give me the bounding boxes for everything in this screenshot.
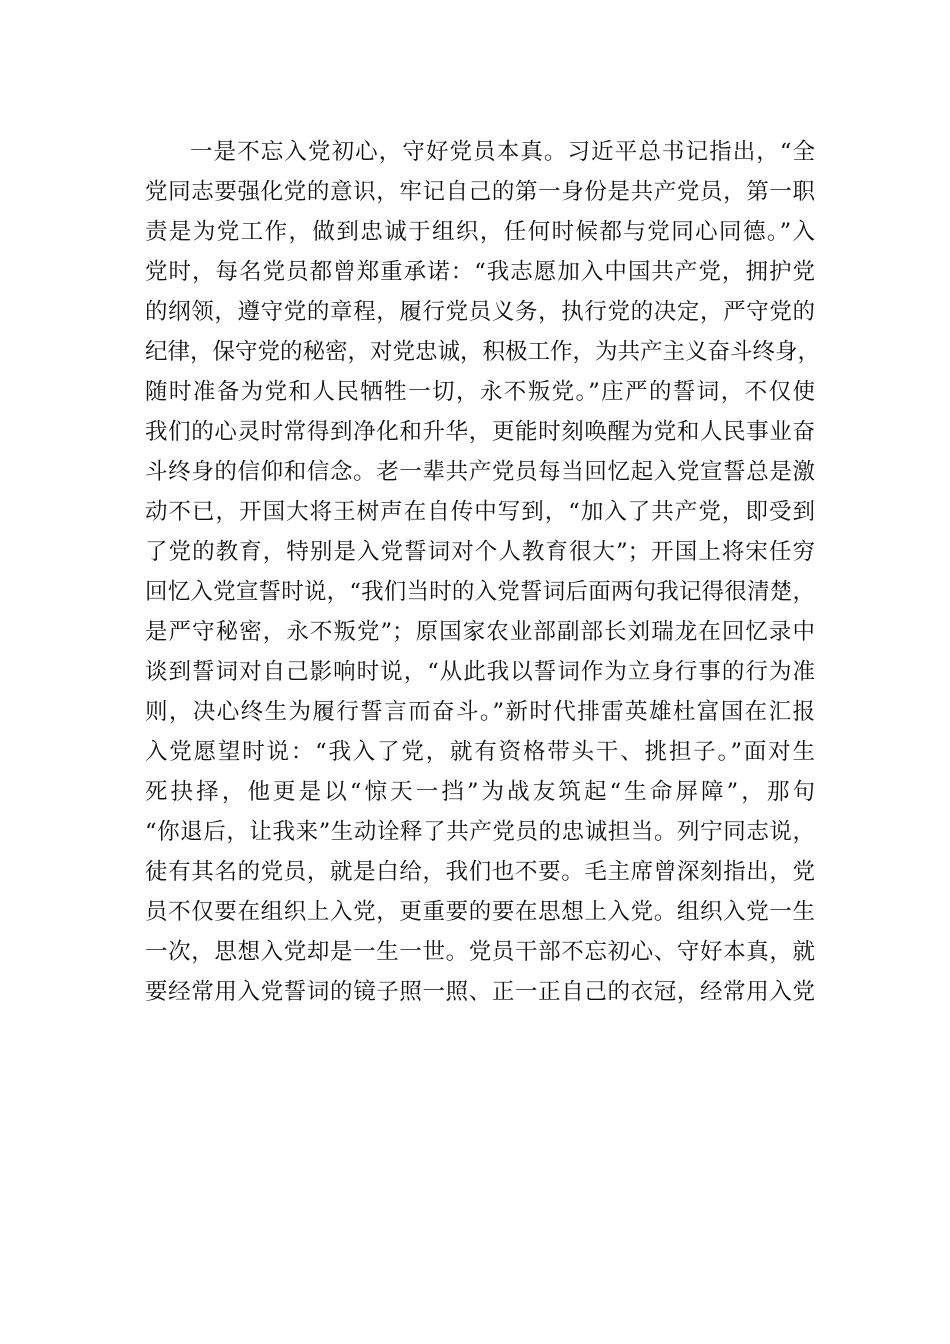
paragraph-line: 动不已，开国大将王树声在自传中写到，“加入了共产党，即受到 [145, 499, 815, 525]
paragraph-line: 了党的教育，特别是入党誓词对个人教育很大”；开国上将宋任穷 [145, 539, 815, 565]
paragraph-line: 随时准备为党和人民牺牲一切，永不叛党。”庄严的誓词，不仅使 [145, 379, 815, 405]
paragraph-line: 党时，每名党员都曾郑重承诺：“我志愿加入中国共产党，拥护党 [145, 259, 815, 285]
paragraph-line: 纪律，保守党的秘密，对党忠诚，积极工作，为共产主义奋斗终身， [145, 339, 821, 365]
paragraph-line: 则，决心终生为履行誓言而奋斗。”新时代排雷英雄杜富国在汇报 [145, 699, 815, 725]
paragraph-line: 徒有其名的党员，就是白给，我们也不要。毛主席曾深刻指出，党 [145, 859, 815, 885]
paragraph-line: 入党愿望时说：“我入了党，就有资格带头干、挑担子。”面对生 [145, 739, 815, 765]
paragraph-line: 要经常用入党誓词的镜子照一照、正一正自己的衣冠，经常用入党 [145, 979, 815, 1005]
paragraph-line: “你退后，让我来”生动诠释了共产党员的忠诚担当。列宁同志说， [145, 819, 815, 845]
paragraph-line: 的纲领，遵守党的章程，履行党员义务，执行党的决定，严守党的 [145, 299, 815, 325]
paragraph-line: 谈到誓词对自己影响时说，“从此我以誓词作为立身行事的行为准 [145, 659, 815, 685]
paragraph-line: 我们的心灵时常得到净化和升华，更能时刻唤醒为党和人民事业奋 [145, 419, 815, 445]
paragraph-line: 斗终身的信仰和信念。老一辈共产党员每当回忆起入党宣誓总是激 [145, 459, 815, 485]
paragraph-line: 员不仅要在组织上入党，更重要的要在思想上入党。组织入党一生 [145, 899, 815, 925]
paragraph-line: 党同志要强化党的意识，牢记自己的第一身份是共产党员，第一职 [145, 179, 815, 205]
paragraph-line: 是严守秘密，永不叛党”；原国家农业部副部长刘瑞龙在回忆录中 [145, 619, 815, 645]
paragraph-line: 责是为党工作，做到忠诚于组织，任何时候都与党同心同德。”入 [145, 219, 815, 245]
paragraph-line: 回忆入党宣誓时说，“我们当时的入党誓词后面两句我记得很清楚， [145, 579, 815, 605]
paragraph-line: 一是不忘入党初心，守好党员本真。习近平总书记指出，“全 [190, 139, 815, 165]
paragraph-line: 死抉择，他更是以“惊天一挡”为战友筑起“生命屏障”，那句 [145, 779, 815, 805]
body-paragraph [145, 132, 821, 1012]
paragraph-line: 一次，思想入党却是一生一世。党员干部不忘初心、守好本真，就 [145, 939, 815, 965]
